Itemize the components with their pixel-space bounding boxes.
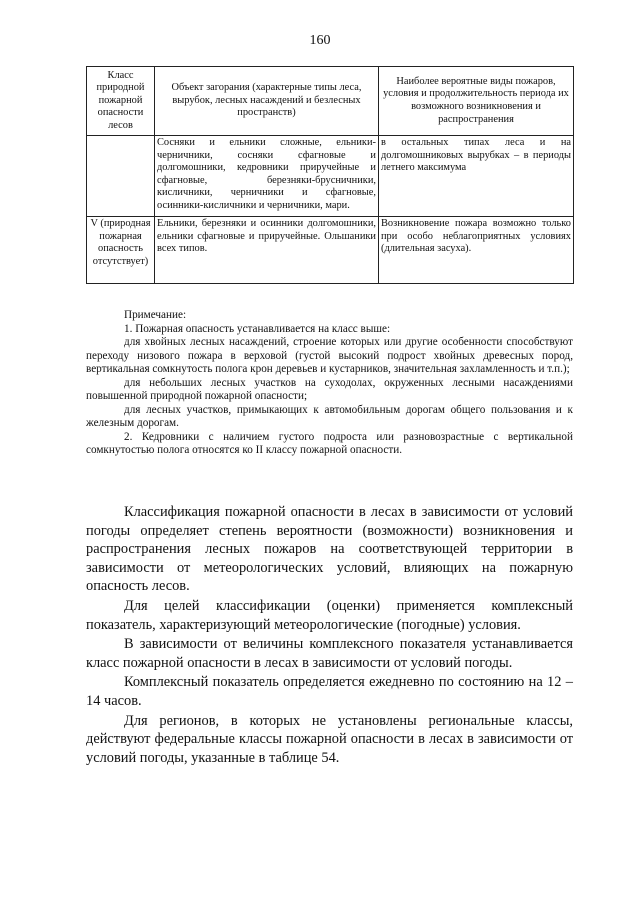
paragraph: Для целей классификации (оценки) применяется комплексный показатель, характеризующий метеорологические (погодные) условия.: [86, 597, 573, 633]
table-header-row: [87, 67, 574, 136]
note-item-2: 2. Кедровники с наличием густого подроста или разновозрастные с вертикальной сомкнутостью полога относятся ко II классу пожарной опасности.: [86, 430, 573, 456]
paragraph: В зависимости от величины комплексного показателя устанавливается класс пожарной опасности в лесах в зависимости от условий погоды.: [86, 636, 573, 671]
note-item-1c: для лесных участков, примыкающих к автомобильным дорогам общего пользования и к железным дорогам.: [86, 403, 573, 429]
cell-object: Сосняки и ельники сложные, ельники-черничники, сосняки сфагновые и долгомошники, кедровники приручейные и сфагновые, березняки-брусничники, кисличники, черничники и сфагновые, осинники-кисличники и черничники, мари.: [155, 136, 379, 217]
note-item-1a: для хвойных лесных насаждений, строение которых или другие особенности способствуют переходу низового пожара в верховой (густой высокий подрост хвойных древесных пород, вертикальная сомкнутость полога крон деревьев и кустарников, значительная захламленность и т.п.);: [86, 336, 573, 375]
paragraph: Классификация пожарной опасности в лесах в зависимости от условий погоды определяет степень вероятности (возможности) возникновения и распространения лесных пожаров на соответствующей территории в зависимости от метеорологических условий, влияющих на пожарную опасность лесов.: [86, 504, 573, 595]
table-row: [87, 217, 574, 284]
paragraph: Комплексный показатель определяется ежедневно по состоянию на 12 – 14 часов.: [86, 674, 573, 709]
cell-risk: в остальных типах леса и на долгомошниковых вырубках – в периоды летнего максимума: [379, 136, 574, 217]
header-risk: Наиболее вероятные виды пожаров, условия и продолжительность периода их возможного возникновения и распространения: [379, 67, 574, 136]
header-class: Класс природной пожарной опасности лесов: [87, 67, 155, 136]
cell-object: Ельники, березняки и осинники долгомошники, ельники сфагновые и приручейные. Ольшаники всех типов.: [155, 217, 379, 284]
body-text: [86, 503, 573, 767]
note-block: [86, 309, 573, 458]
fire-danger-table: [86, 66, 574, 284]
table-row: [87, 136, 574, 217]
note-heading: Примечание:: [124, 309, 187, 321]
paragraph: Для регионов, в которых не установлены региональные классы, действуют федеральные классы пожарной опасности в лесах в зависимости от условий погоды, указанные в таблице 54.: [86, 712, 573, 766]
cell-class: [87, 136, 155, 217]
cell-class: V (природная пожарная опасность отсутствует): [87, 217, 155, 284]
page-number: 160: [309, 33, 331, 48]
cell-risk: Возникновение пожара возможно только при особо неблагоприятных условиях (длительная засуха).: [379, 217, 574, 284]
note-item-1b: для небольших лесных участков на суходолах, окруженных лесными насаждениями повышенной природной пожарной опасности;: [86, 376, 573, 402]
header-object: Объект загорания (характерные типы леса, вырубок, лесных насаждений и безлесных пространств): [155, 67, 379, 136]
note-item-1: 1. Пожарная опасность устанавливается на класс выше:: [124, 322, 391, 335]
